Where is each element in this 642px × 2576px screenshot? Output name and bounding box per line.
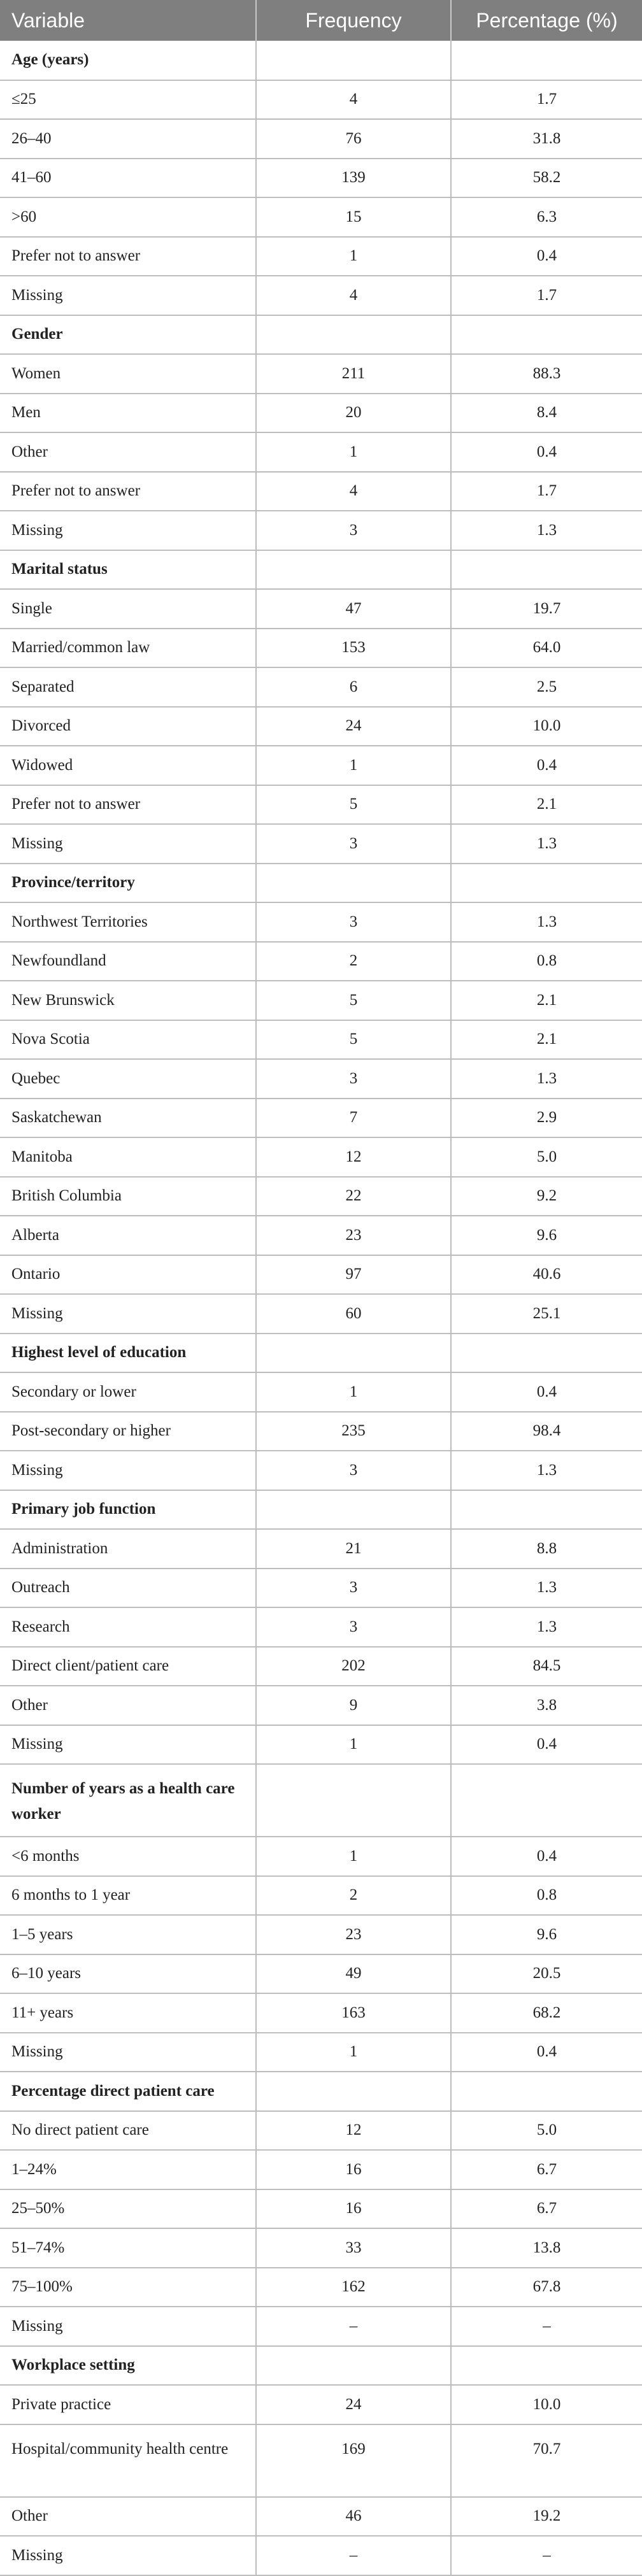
variable-cell: Missing — [0, 824, 256, 864]
variable-cell: >60 — [0, 197, 256, 237]
header-variable: Variable — [0, 0, 256, 41]
variable-cell: Missing — [0, 2033, 256, 2072]
variable-cell: Northwest Territories — [0, 902, 256, 942]
variable-cell: Province/territory — [0, 864, 256, 903]
frequency-cell: – — [256, 2307, 451, 2346]
table-row — [0, 80, 642, 120]
frequency-cell: 1 — [256, 1372, 451, 1412]
variable-cell: Number of years as a health care worker — [0, 1764, 256, 1837]
percentage-cell: 0.4 — [451, 432, 642, 472]
table-row — [0, 1137, 642, 1177]
table-row — [0, 707, 642, 746]
frequency-cell: 1 — [256, 1837, 451, 1876]
frequency-cell: 211 — [256, 354, 451, 394]
variable-cell: Missing — [0, 1294, 256, 1334]
frequency-cell: 46 — [256, 2497, 451, 2537]
variable-cell: 51–74% — [0, 2228, 256, 2268]
percentage-cell: 20.5 — [451, 1954, 642, 1994]
table-row — [0, 1607, 642, 1647]
category-row — [0, 864, 642, 903]
table-row — [0, 1915, 642, 1954]
table-row — [0, 1451, 642, 1490]
frequency-cell: 12 — [256, 1137, 451, 1177]
variable-cell: Private practice — [0, 2385, 256, 2424]
frequency-cell: 16 — [256, 2150, 451, 2189]
frequency-cell: 21 — [256, 1529, 451, 1569]
table-row — [0, 432, 642, 472]
table-row — [0, 746, 642, 785]
percentage-cell — [451, 1334, 642, 1373]
percentage-cell: 0.4 — [451, 2033, 642, 2072]
variable-cell: Alberta — [0, 1216, 256, 1255]
header-frequency: Frequency — [256, 0, 451, 41]
header-row — [0, 0, 642, 41]
percentage-cell — [451, 1764, 642, 1837]
percentage-cell: 1.7 — [451, 80, 642, 120]
frequency-cell — [256, 550, 451, 590]
frequency-cell: 169 — [256, 2424, 451, 2497]
table-row — [0, 2536, 642, 2575]
variable-cell: Other — [0, 2497, 256, 2537]
percentage-cell: 0.4 — [451, 1372, 642, 1412]
variable-cell: 11+ years — [0, 1993, 256, 2033]
table-row — [0, 237, 642, 276]
frequency-cell: 3 — [256, 511, 451, 550]
table-row — [0, 2189, 642, 2229]
variable-cell: Missing — [0, 1725, 256, 1765]
table-row — [0, 1216, 642, 1255]
table-body — [0, 41, 642, 2575]
variable-cell: Outreach — [0, 1569, 256, 1608]
category-row — [0, 1490, 642, 1530]
frequency-cell: 139 — [256, 159, 451, 198]
percentage-cell: 3.8 — [451, 1686, 642, 1725]
frequency-cell — [256, 864, 451, 903]
table-row — [0, 1020, 642, 1060]
frequency-cell: 235 — [256, 1412, 451, 1451]
table-row — [0, 159, 642, 198]
frequency-cell: 3 — [256, 902, 451, 942]
percentage-cell — [451, 1490, 642, 1530]
frequency-cell: 3 — [256, 1569, 451, 1608]
variable-cell: Divorced — [0, 707, 256, 746]
table-row — [0, 1255, 642, 1295]
frequency-cell: 163 — [256, 1993, 451, 2033]
variable-cell: New Brunswick — [0, 981, 256, 1020]
variable-cell: Married/common law — [0, 629, 256, 668]
table-row — [0, 2497, 642, 2537]
table-row — [0, 1529, 642, 1569]
variable-cell: British Columbia — [0, 1177, 256, 1216]
frequency-cell: 5 — [256, 785, 451, 825]
variable-cell: ≤25 — [0, 80, 256, 120]
variable-cell: Highest level of education — [0, 1334, 256, 1373]
frequency-cell: 1 — [256, 2033, 451, 2072]
table-row — [0, 119, 642, 159]
percentage-cell: – — [451, 2536, 642, 2575]
frequency-cell — [256, 1764, 451, 1837]
table-row — [0, 824, 642, 864]
variable-cell: Prefer not to answer — [0, 472, 256, 511]
percentage-cell: 70.7 — [451, 2424, 642, 2497]
frequency-cell: 3 — [256, 1607, 451, 1647]
percentage-cell: 9.2 — [451, 1177, 642, 1216]
frequency-cell — [256, 315, 451, 355]
percentage-cell: 1.7 — [451, 472, 642, 511]
percentage-cell: 13.8 — [451, 2228, 642, 2268]
percentage-cell: 1.3 — [451, 1607, 642, 1647]
frequency-cell: 5 — [256, 1020, 451, 1060]
variable-cell: Missing — [0, 1451, 256, 1490]
frequency-cell: 7 — [256, 1099, 451, 1138]
table-row — [0, 1372, 642, 1412]
percentage-cell: 1.3 — [451, 902, 642, 942]
table-row — [0, 981, 642, 1020]
variable-cell: Separated — [0, 667, 256, 707]
frequency-cell: 9 — [256, 1686, 451, 1725]
variable-cell: 1–5 years — [0, 1915, 256, 1954]
variable-cell: Research — [0, 1607, 256, 1647]
frequency-cell: 3 — [256, 1059, 451, 1099]
table-row — [0, 589, 642, 629]
frequency-cell: 4 — [256, 472, 451, 511]
frequency-cell — [256, 41, 451, 80]
percentage-cell: 6.3 — [451, 197, 642, 237]
variable-cell: Secondary or lower — [0, 1372, 256, 1412]
frequency-cell: 162 — [256, 2268, 451, 2307]
variable-cell: Saskatchewan — [0, 1099, 256, 1138]
variable-cell: 1–24% — [0, 2150, 256, 2189]
table-row — [0, 667, 642, 707]
frequency-cell — [256, 1490, 451, 1530]
percentage-cell — [451, 41, 642, 80]
percentage-cell: 6.7 — [451, 2150, 642, 2189]
percentage-cell: 31.8 — [451, 119, 642, 159]
variable-cell: Direct client/patient care — [0, 1647, 256, 1686]
frequency-cell: 3 — [256, 1451, 451, 1490]
table-row — [0, 394, 642, 433]
percentage-cell: 1.7 — [451, 276, 642, 315]
frequency-cell: 23 — [256, 1216, 451, 1255]
variable-cell: Missing — [0, 2536, 256, 2575]
variable-cell: 75–100% — [0, 2268, 256, 2307]
percentage-cell: 64.0 — [451, 629, 642, 668]
table-row — [0, 2033, 642, 2072]
table-row — [0, 1686, 642, 1725]
table-row — [0, 2111, 642, 2151]
table-row — [0, 902, 642, 942]
frequency-cell: 3 — [256, 824, 451, 864]
frequency-cell: – — [256, 2536, 451, 2575]
frequency-cell — [256, 2072, 451, 2111]
table-row — [0, 1294, 642, 1334]
percentage-cell: 10.0 — [451, 707, 642, 746]
frequency-cell: 12 — [256, 2111, 451, 2151]
table-row — [0, 942, 642, 981]
frequency-cell: 49 — [256, 1954, 451, 1994]
percentage-cell: 19.7 — [451, 589, 642, 629]
frequency-cell: 2 — [256, 1876, 451, 1916]
frequency-cell: 6 — [256, 667, 451, 707]
variable-cell: 41–60 — [0, 159, 256, 198]
variable-cell: Administration — [0, 1529, 256, 1569]
table-row — [0, 1876, 642, 1916]
variable-cell: Men — [0, 394, 256, 433]
table-row — [0, 1059, 642, 1099]
variable-cell: Post-secondary or higher — [0, 1412, 256, 1451]
percentage-cell — [451, 315, 642, 355]
table-row — [0, 2268, 642, 2307]
variable-cell: Ontario — [0, 1255, 256, 1295]
frequency-cell: 1 — [256, 432, 451, 472]
percentage-cell — [451, 2072, 642, 2111]
variable-cell: Widowed — [0, 746, 256, 785]
frequency-cell — [256, 1334, 451, 1373]
frequency-cell: 4 — [256, 276, 451, 315]
table-row — [0, 1569, 642, 1608]
percentage-cell: 2.1 — [451, 1020, 642, 1060]
percentage-cell: 68.2 — [451, 1993, 642, 2033]
variable-cell: Missing — [0, 276, 256, 315]
table-row — [0, 1725, 642, 1765]
table-row — [0, 1837, 642, 1876]
frequency-cell: 4 — [256, 80, 451, 120]
percentage-cell: 98.4 — [451, 1412, 642, 1451]
category-row — [0, 2346, 642, 2386]
category-row — [0, 1764, 642, 1837]
percentage-cell: 0.8 — [451, 942, 642, 981]
percentage-cell: 25.1 — [451, 1294, 642, 1334]
variable-cell: Gender — [0, 315, 256, 355]
category-row — [0, 315, 642, 355]
frequency-cell — [256, 2346, 451, 2386]
frequency-cell: 24 — [256, 707, 451, 746]
variable-cell: No direct patient care — [0, 2111, 256, 2151]
percentage-cell: 1.3 — [451, 1059, 642, 1099]
category-row — [0, 2072, 642, 2111]
table-row — [0, 1177, 642, 1216]
variable-cell: Quebec — [0, 1059, 256, 1099]
frequency-cell: 20 — [256, 394, 451, 433]
table-row — [0, 629, 642, 668]
variable-cell: Marital status — [0, 550, 256, 590]
variable-cell: Prefer not to answer — [0, 237, 256, 276]
percentage-cell: 0.4 — [451, 746, 642, 785]
table-row — [0, 511, 642, 550]
table-row — [0, 2307, 642, 2346]
frequency-cell: 60 — [256, 1294, 451, 1334]
percentage-cell: 1.3 — [451, 1569, 642, 1608]
frequency-cell: 1 — [256, 746, 451, 785]
frequency-cell: 1 — [256, 237, 451, 276]
frequency-cell: 2 — [256, 942, 451, 981]
category-row — [0, 1334, 642, 1373]
frequency-cell: 22 — [256, 1177, 451, 1216]
frequency-cell: 23 — [256, 1915, 451, 1954]
table-row — [0, 2424, 642, 2497]
percentage-cell: 1.3 — [451, 824, 642, 864]
variable-cell: Nova Scotia — [0, 1020, 256, 1060]
header-percentage: Percentage (%) — [451, 0, 642, 41]
category-row — [0, 41, 642, 80]
variable-cell: 6 months to 1 year — [0, 1876, 256, 1916]
percentage-cell: 40.6 — [451, 1255, 642, 1295]
variable-cell: 6–10 years — [0, 1954, 256, 1994]
frequency-cell: 202 — [256, 1647, 451, 1686]
table-row — [0, 472, 642, 511]
percentage-cell: 58.2 — [451, 159, 642, 198]
percentage-cell: 67.8 — [451, 2268, 642, 2307]
table-header — [0, 0, 642, 41]
frequency-cell: 97 — [256, 1255, 451, 1295]
frequency-cell: 47 — [256, 589, 451, 629]
percentage-cell — [451, 864, 642, 903]
frequency-cell: 5 — [256, 981, 451, 1020]
variable-cell: 26–40 — [0, 119, 256, 159]
variable-cell: 25–50% — [0, 2189, 256, 2229]
category-row — [0, 550, 642, 590]
percentage-cell: 19.2 — [451, 2497, 642, 2537]
variable-cell: Single — [0, 589, 256, 629]
variable-cell: Missing — [0, 2307, 256, 2346]
percentage-cell: 0.8 — [451, 1876, 642, 1916]
percentage-cell: 6.7 — [451, 2189, 642, 2229]
percentage-cell: 84.5 — [451, 1647, 642, 1686]
variable-cell: Hospital/community health centre — [0, 2424, 256, 2497]
table-row — [0, 2150, 642, 2189]
percentage-cell: 2.9 — [451, 1099, 642, 1138]
table-row — [0, 1993, 642, 2033]
table-row — [0, 276, 642, 315]
variable-cell: Workplace setting — [0, 2346, 256, 2386]
variable-cell: Primary job function — [0, 1490, 256, 1530]
percentage-cell: 8.4 — [451, 394, 642, 433]
table-row — [0, 2385, 642, 2424]
variable-cell: Other — [0, 432, 256, 472]
percentage-cell: 9.6 — [451, 1216, 642, 1255]
frequency-cell: 153 — [256, 629, 451, 668]
variable-cell: <6 months — [0, 1837, 256, 1876]
table-row — [0, 1954, 642, 1994]
percentage-cell: 2.5 — [451, 667, 642, 707]
table-row — [0, 1099, 642, 1138]
percentage-cell: 88.3 — [451, 354, 642, 394]
table-row — [0, 785, 642, 825]
percentage-cell: 2.1 — [451, 981, 642, 1020]
percentage-cell — [451, 550, 642, 590]
percentage-cell: 2.1 — [451, 785, 642, 825]
percentage-cell: 5.0 — [451, 1137, 642, 1177]
frequency-cell: 33 — [256, 2228, 451, 2268]
frequency-cell: 24 — [256, 2385, 451, 2424]
percentage-cell: 8.8 — [451, 1529, 642, 1569]
percentage-cell: 1.3 — [451, 511, 642, 550]
variable-cell: Women — [0, 354, 256, 394]
frequency-cell: 16 — [256, 2189, 451, 2229]
variable-cell: Percentage direct patient care — [0, 2072, 256, 2111]
variable-cell: Missing — [0, 511, 256, 550]
table-row — [0, 1647, 642, 1686]
percentage-cell: 0.4 — [451, 237, 642, 276]
table-row — [0, 2228, 642, 2268]
variable-cell: Other — [0, 1686, 256, 1725]
frequency-cell: 1 — [256, 1725, 451, 1765]
table-row — [0, 1412, 642, 1451]
frequency-cell: 76 — [256, 119, 451, 159]
percentage-cell — [451, 2346, 642, 2386]
percentage-cell: – — [451, 2307, 642, 2346]
percentage-cell: 0.4 — [451, 1725, 642, 1765]
table-row — [0, 354, 642, 394]
frequency-cell: 15 — [256, 197, 451, 237]
table-row — [0, 197, 642, 237]
percentage-cell: 0.4 — [451, 1837, 642, 1876]
percentage-cell: 9.6 — [451, 1915, 642, 1954]
percentage-cell: 5.0 — [451, 2111, 642, 2151]
variable-cell: Newfoundland — [0, 942, 256, 981]
percentage-cell: 10.0 — [451, 2385, 642, 2424]
variable-cell: Manitoba — [0, 1137, 256, 1177]
variable-cell: Age (years) — [0, 41, 256, 80]
variable-cell: Prefer not to answer — [0, 785, 256, 825]
percentage-cell: 1.3 — [451, 1451, 642, 1490]
